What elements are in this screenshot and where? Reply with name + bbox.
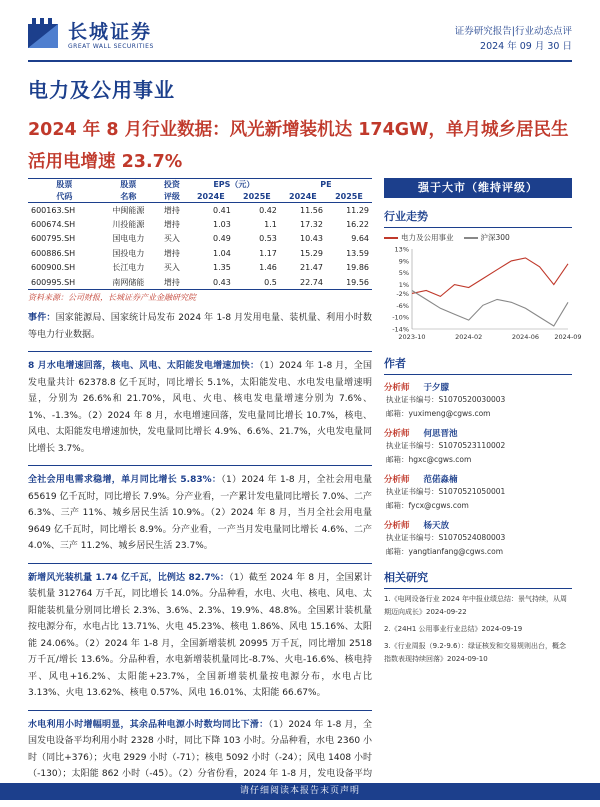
cell: 17.32 — [300, 219, 323, 229]
y-tick-label: -10% — [392, 313, 409, 322]
cell: 国电电力 — [112, 234, 145, 244]
cell: 增持 — [156, 275, 188, 290]
table-row — [28, 246, 372, 261]
analyst-email[interactable]: 邮箱：fycx@cgws.com — [386, 501, 469, 510]
y-tick-label: -14% — [392, 325, 409, 334]
divider — [28, 710, 372, 711]
th-eps-2025: 2025E — [234, 191, 280, 203]
analyst-name: 何思晋池 — [423, 429, 458, 439]
logo-chinese: 长城证券 — [68, 20, 153, 43]
y-tick-label: -6% — [396, 301, 409, 310]
cell: 增持 — [163, 219, 180, 229]
cell: 0.49 — [213, 234, 231, 244]
page-header — [0, 0, 600, 62]
analyst-email[interactable]: 邮箱：yangtianfang@cgws.com — [386, 547, 504, 556]
x-tick-label: 2024-02 — [455, 333, 483, 341]
analyst-cert: 执业证书编号：S1070523110002 — [386, 441, 506, 450]
analyst-name: 范偌淼楠 — [423, 475, 458, 485]
legend-swatch — [384, 237, 398, 239]
related-title: 相关研究 — [384, 569, 572, 589]
table-row — [28, 275, 372, 290]
y-tick-label: -2% — [396, 289, 409, 298]
hours-text: （1）2024 年 1-8 月，全国发电设备平均利用小时 2328 小时，同比下降 103 小时。分品种看，水电 2360 小时（同比+376）；火电 2929 小时（-71）；核电 5092 小时（-24）；风电 1408 小时（-130）；太阳能 862 小时（-45）。（2）分省份看，2024 年 1-8 月，发电设备平均 — [28, 719, 372, 779]
cell: 买入 — [163, 234, 180, 244]
th-name-sub: 名称 — [101, 191, 156, 203]
logo-english: GREAT WALL SECURITIES — [68, 42, 154, 50]
analyst-role: 分析师 — [384, 383, 410, 393]
hours-lead: 水电利用小时增幅明显，其余品种电源小时数均同比下滑： — [28, 719, 269, 730]
y-tick-label: 1% — [398, 281, 409, 290]
consumption-lead: 全社会用电需求稳增，单月同比增长 5.83%： — [28, 475, 222, 485]
cell: 国投电力 — [112, 248, 145, 258]
cell: 1.1 — [264, 219, 277, 229]
cell: 11.29 — [346, 205, 369, 215]
trend-chart-svg — [384, 243, 582, 345]
th-code-sub: 代码 — [28, 191, 101, 203]
report-headline: 2024 年 8 月行业数据：风光新增装机达 174GW，单月城乡居民生活用电增速 23.7% — [28, 120, 569, 172]
analyst-email[interactable]: 邮箱：hgxc@cgws.com — [386, 455, 472, 464]
th-rating: 投资 — [156, 179, 188, 191]
th-eps: EPS（元） — [188, 179, 280, 191]
divider — [28, 465, 372, 466]
th-code: 股票 — [28, 179, 101, 191]
cell: 1.35 — [213, 263, 231, 273]
page-footer: 请仔细阅读本报告末页声明 — [0, 783, 600, 800]
analyst-name: 杨天放 — [423, 521, 450, 531]
analyst-name: 于夕朦 — [423, 383, 450, 393]
divider — [28, 563, 372, 564]
cell: 买入 — [163, 263, 180, 273]
cell: 600674.SH — [31, 219, 76, 229]
x-tick-label: 2023-10 — [398, 333, 426, 341]
generation-paragraph — [28, 358, 372, 457]
analyst-cert: 执业证书编号：S1070521050001 — [386, 487, 506, 496]
cell: 600900.SH — [31, 263, 76, 273]
cell: 1.46 — [259, 263, 277, 273]
analyst-role: 分析师 — [384, 429, 410, 439]
generation-text: （1）2024 年 1-8 月，全国发电量共计 62378.8 亿千瓦时，同比增长 5.1%，太阳能发电、水电发电量增速明显，分别为 26.6%和 21.70%，风电、火电、核电发电量增速分别为 7.6%、1%、-1.3%。（2）2024 年 8 月，水电增速回落，发电量同比增长 10.7%，核电、风电、太阳能发电增速加快，发电量同比增长 4.9%、6.6%、21.7%，火电发电量同比增长 3.7%。 — [28, 361, 372, 454]
capacity-paragraph — [28, 570, 372, 702]
x-tick-label: 2024-09 — [554, 333, 582, 341]
cell: 19.56 — [326, 275, 372, 290]
trend-title: 行业走势 — [384, 208, 572, 228]
analyst-email[interactable]: 邮箱：yuximeng@cgws.com — [386, 409, 491, 418]
stock-table — [28, 178, 372, 290]
th-pe-2025: 2025E — [326, 191, 372, 203]
sector-title: 电力及公用事业 — [28, 78, 175, 102]
report-date: 2024 年 09 月 30 日 — [480, 41, 572, 52]
cell: 0.42 — [259, 205, 277, 215]
event-paragraph — [28, 310, 372, 343]
th-rating-sub: 评级 — [156, 191, 188, 203]
cell: 1.04 — [213, 248, 231, 258]
legend-label: 沪深300 — [480, 233, 510, 242]
related-list — [384, 593, 572, 666]
related-item[interactable]: 3.《行业周报（9.2-9.6）：绿证核发和交易规则出台，概念指数表现持续回落》2024-09-10 — [384, 642, 566, 663]
th-name: 股票 — [101, 179, 156, 191]
capacity-text: （1）截至 2024 年 8 月，全国累计装机量 312764 万千瓦，同比增长 14.0%。分品种看，水电、火电、核电、风电、太阳能装机量分别同比增长 2.3%、3.6%、2.3%、19.9%、48.8%。全国累计装机量按电源分布，水电占比 13.71%、火电 45.23%、核电 1.86%、风电 15.16%、太阳能 24.06%。（2）2024 年 1-8 月，全国新增装机 20995 万千瓦，同比增加 2518 万千瓦/增长 13.6%。分品种看，水电新增装机量同比-8.7%、火电-16.6%、核电持平、风电+16.2%、太阳能+23.7%，全国新增装机量按电源分布，水电占比 3.13%、火电 13.62%、核电 0.57%、风电 16.01%、太阳能 66.67%。 — [28, 572, 372, 698]
cell: 长江电力 — [112, 263, 145, 273]
event-text: 国家能源局、国家统计局发布 2024 年 1-8 月发用电量、装机量、利用小时数等电力行业数据。 — [28, 313, 372, 340]
analyst-name-row — [384, 381, 572, 393]
chart-legend — [384, 232, 572, 243]
legend-label: 电力及公用事业 — [401, 233, 454, 242]
company-logo — [28, 18, 154, 52]
report-meta — [455, 24, 572, 54]
table-row — [28, 261, 372, 276]
header-divider — [28, 60, 572, 62]
rating-badge: 强于大市（维持评级） — [384, 178, 572, 198]
cell: 南网储能 — [101, 275, 156, 290]
analyst-name-row — [384, 519, 572, 531]
generation-lead: 8 月水电增速回落，核电、风电、太阳能发电增速加快： — [28, 361, 260, 371]
legend-swatch — [464, 237, 478, 239]
report-type: 证券研究报告|行业动态点评 — [454, 26, 572, 37]
y-tick-label: 5% — [398, 269, 409, 278]
y-tick-label: 13% — [394, 245, 409, 254]
x-tick-label: 2024-06 — [511, 333, 540, 341]
cell: 600795.SH — [31, 234, 76, 244]
analyst-role: 分析师 — [384, 475, 410, 485]
cell: 19.86 — [346, 263, 369, 273]
consumption-paragraph — [28, 472, 372, 555]
cell: 0.41 — [213, 205, 231, 215]
th-eps-2024: 2024E — [188, 191, 234, 203]
cell: 21.47 — [300, 263, 323, 273]
analyst-name-row — [384, 473, 572, 485]
cell: 600995.SH — [28, 275, 101, 290]
cell: 9.64 — [351, 234, 369, 244]
cell: 0.5 — [234, 275, 280, 290]
series-line-csi300 — [412, 291, 568, 327]
related-item[interactable]: 2.《24H1 公用事业行业总结》2024-09-19 — [384, 625, 523, 633]
trend-chart — [384, 243, 582, 345]
cell: 600163.SH — [31, 205, 76, 215]
cell: 增持 — [163, 205, 180, 215]
table-row — [28, 217, 372, 232]
event-lead: 事件： — [28, 313, 56, 323]
cell: 增持 — [163, 248, 180, 258]
table-source: 资料来源：公司财报，长城证券产业金融研究院 — [28, 293, 196, 302]
analyst-cert: 执业证书编号：S1070520030003 — [386, 395, 506, 404]
analyst-block — [384, 381, 572, 559]
capacity-lead: 新增风光装机量 1.74 亿千瓦，比例达 82.7%： — [28, 572, 230, 583]
cell: 11.56 — [300, 205, 323, 215]
cell: 1.17 — [259, 248, 277, 258]
cell: 0.43 — [188, 275, 234, 290]
body-text — [28, 310, 372, 807]
legend-item-sector — [384, 232, 454, 243]
divider — [28, 351, 372, 352]
cell: 22.74 — [280, 275, 326, 290]
analyst-name-row — [384, 427, 572, 439]
authors-title: 作者 — [384, 355, 572, 375]
cell: 15.29 — [300, 248, 323, 258]
related-item[interactable]: 1.《电网设备行业 2024 年中报业绩总结：景气持续，从周期迈向成长》2024-09-22 — [384, 595, 567, 616]
great-wall-logo-icon — [28, 18, 62, 52]
analyst-role: 分析师 — [384, 521, 410, 531]
cell: 川投能源 — [112, 219, 145, 229]
consumption-text: （1）2024 年 1-8 月，全社会用电量 65619 亿千瓦时，同比增长 7.9%。分产业看，一产累计发电量同比增长 7.0%、二产 6.3%、三产 11%、城乡居民生活 10.9%。（2）2024 年 8 月，当月全社会用电量 9649 亿千瓦时，同比增长 8.9%。分产业看，一产当月发电量同比增长 4.6%、二产 4.0%、三产 11.2%、城乡居民生活 23.7%。 — [28, 475, 372, 551]
cell: 1.03 — [213, 219, 231, 229]
y-tick-label: 9% — [398, 257, 409, 266]
cell: 16.22 — [346, 219, 369, 229]
cell: 0.53 — [259, 234, 277, 244]
table-row — [28, 203, 372, 218]
cell: 13.59 — [346, 248, 369, 258]
cell: 10.43 — [300, 234, 323, 244]
th-pe: PE — [280, 179, 372, 191]
table-row — [28, 232, 372, 247]
cell: 中闽能源 — [112, 205, 145, 215]
cell: 600886.SH — [31, 248, 76, 258]
analyst-cert: 执业证书编号：S1070524080003 — [386, 533, 506, 542]
series-line-sector — [412, 258, 568, 297]
th-pe-2024: 2024E — [280, 191, 326, 203]
legend-item-csi300 — [464, 232, 510, 243]
sidebar — [384, 178, 582, 670]
